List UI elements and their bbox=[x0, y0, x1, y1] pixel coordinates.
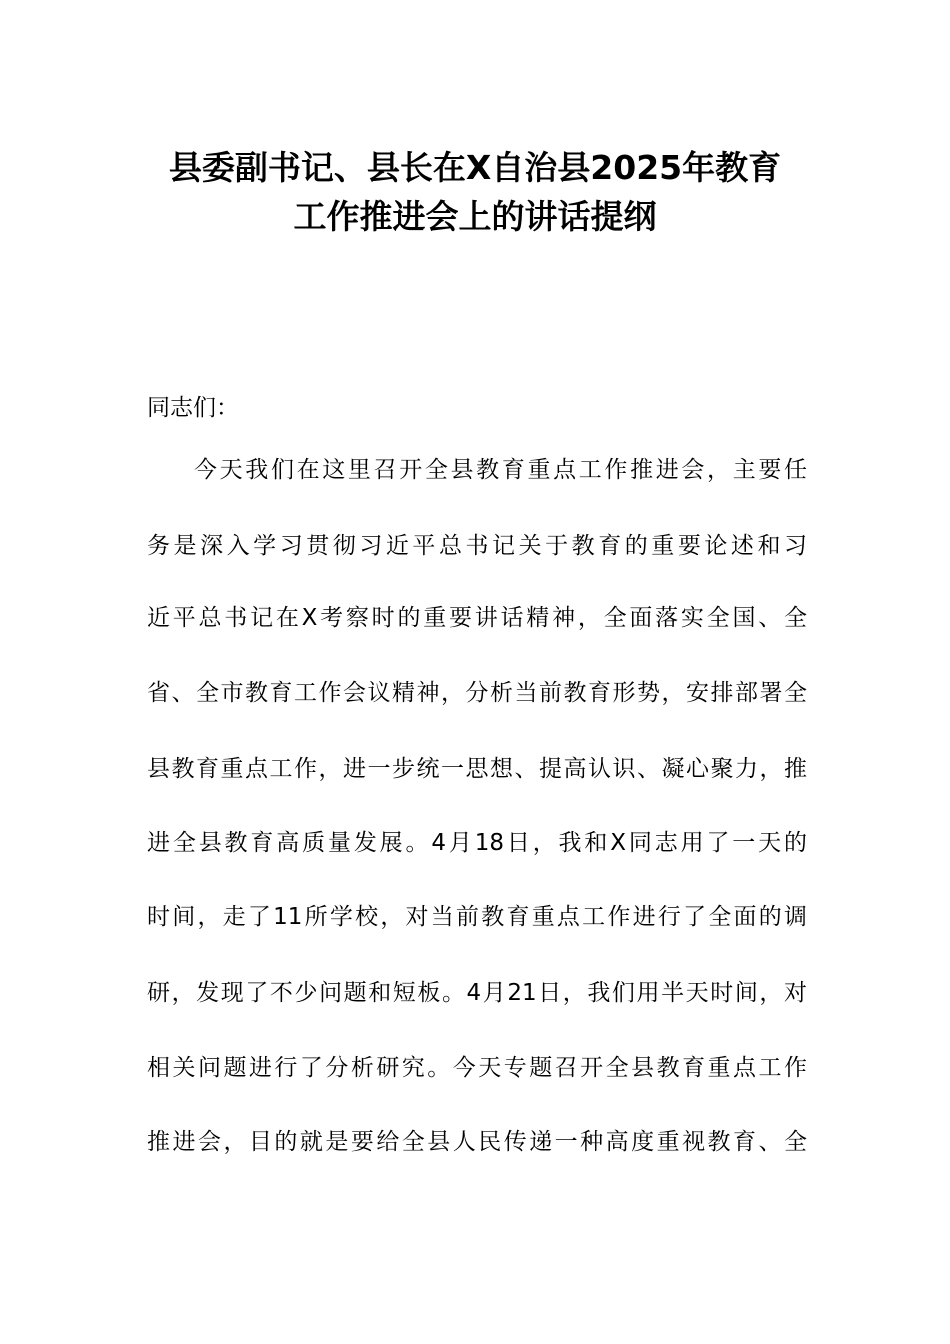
salutation: 同志们： bbox=[147, 395, 239, 421]
document-title-line-1: 县委副书记、县长在X自治县2025年教育 bbox=[168, 148, 782, 187]
body-line-2: 务是深入学习贯彻习近平总书记关于教育的重要论述和习 bbox=[147, 533, 807, 559]
body-line-1: 今天我们在这里召开全县教育重点工作推进会，主要任 bbox=[194, 457, 807, 483]
body-line-10: 推进会，目的就是要给全县人民传递一种高度重视教育、全 bbox=[147, 1129, 807, 1155]
body-line-6: 进全县教育高质量发展。4月18日，我和X同志用了一天的 bbox=[147, 830, 807, 856]
body-line-7: 时间，走了11所学校，对当前教育重点工作进行了全面的调 bbox=[147, 904, 807, 930]
body-line-3: 近平总书记在X考察时的重要讲话精神，全面落实全国、全 bbox=[147, 605, 807, 631]
body-line-8: 研，发现了不少问题和短板。4月21日，我们用半天时间，对 bbox=[147, 980, 807, 1006]
body-line-4: 省、全市教育工作会议精神，分析当前教育形势，安排部署全 bbox=[147, 680, 807, 706]
body-line-9: 相关问题进行了分析研究。今天专题召开全县教育重点工作 bbox=[147, 1055, 807, 1081]
body-line-5: 县教育重点工作，进一步统一思想、提高认识、凝心聚力，推 bbox=[147, 756, 807, 782]
document-title-line-2: 工作推进会上的讲话提纲 bbox=[293, 197, 657, 236]
